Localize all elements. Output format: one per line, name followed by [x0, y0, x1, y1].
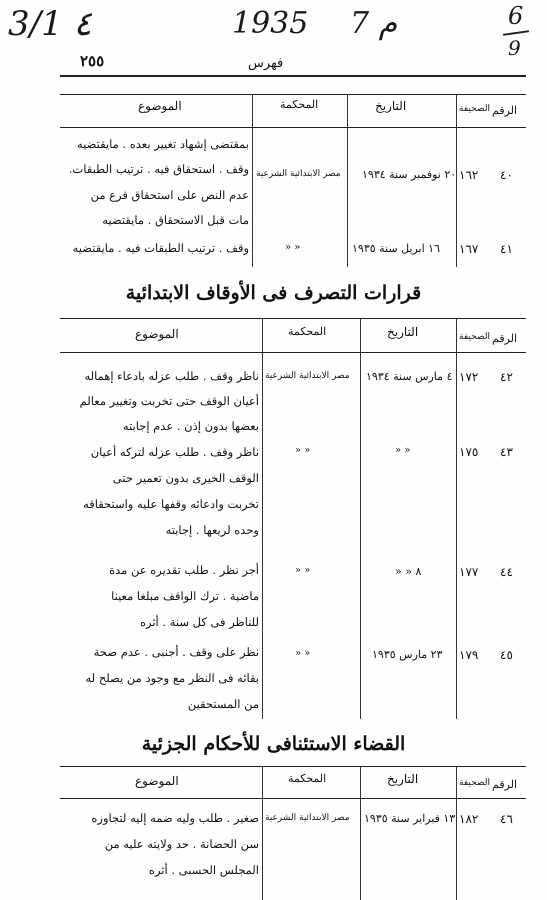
page-number: ٢٥٥: [80, 52, 105, 70]
subject-line: ناظر وقف . طلب عزله بادعاء إهماله: [84, 369, 259, 383]
subject-line: تخربت وادعائه وقفها عليه واستحقاقه: [83, 497, 259, 511]
handwritten-fraction-bottom: 9: [508, 36, 521, 60]
column-divider: [456, 767, 457, 900]
court-ditto: « «: [295, 648, 311, 659]
page-reference: ١٧٧: [459, 565, 479, 579]
entry-number: ٤٤: [500, 565, 513, 579]
header-tarikh: التاريخ: [387, 325, 419, 339]
column-divider: [456, 319, 457, 719]
column-divider: [262, 767, 263, 900]
date-day-ditto: ٨ « «: [395, 565, 422, 578]
subject-line: للناظر فى كل سنة . أثره: [139, 615, 259, 629]
subject-line: عدم النص على استحقاق فرع من: [90, 188, 249, 202]
handwritten-year: 1935: [232, 6, 309, 41]
court-name: مصر الابتدائية الشرعية: [265, 371, 350, 381]
subject-line: بمقتضى إشهاد تغيير بعده . مايقتضيه: [77, 137, 249, 151]
entry-number: ٤٥: [500, 648, 513, 662]
subject-line: صغير . طلب وليه ضمه إليه لتجاوزه: [91, 811, 259, 825]
column-divider: [360, 767, 361, 900]
court-ditto: « «: [295, 445, 311, 456]
subject-line: وقف . استحقاق فيه . ترتيب الطبقات.: [68, 162, 249, 176]
entry-date: ٤ مارس سنة ١٩٣٤: [366, 370, 453, 383]
handwritten-left-mark: 3/1 ٤: [8, 4, 92, 44]
header-safha: الصحيفة: [459, 332, 490, 342]
subject-line: من المستحقين: [187, 697, 259, 711]
header-safha: الصحيفة: [459, 778, 490, 788]
section-title-appellate: القضاء الاستئنافى للأحكام الجزئية: [141, 733, 406, 755]
court-name: مصر الابتدائية الشرعية: [256, 169, 341, 179]
column-divider: [360, 319, 361, 719]
subject-line: نظر على وقف . أجنبى . عدم صحة: [93, 645, 259, 659]
subject-line: الوقف الخيرى بدون تعمير حتى: [112, 471, 259, 485]
top-rule: [60, 75, 526, 77]
header-raqam: الرقم: [492, 332, 518, 345]
entry-number: ٤٦: [500, 812, 513, 826]
page-reference: ١٧٥: [459, 445, 479, 459]
page-reference: ١٦٢: [459, 168, 479, 182]
header-mahkama: المحكمة: [288, 325, 327, 338]
page-reference: ١٨٢: [459, 812, 479, 826]
header-mawdu: الموضوع: [135, 774, 179, 788]
header-raqam: الرقم: [492, 778, 518, 791]
court-ditto: « «: [295, 565, 311, 576]
entry-number: ٤١: [500, 242, 513, 256]
court-ditto: « «: [285, 242, 301, 253]
header-safha: الصحيفة: [459, 104, 490, 114]
subject-line: بعضها بدون إذن . عدم إجابته: [122, 419, 259, 433]
entry-number: ٤٣: [500, 445, 513, 459]
entry-number: ٤٠: [500, 168, 513, 182]
header-mahkama: المحكمة: [280, 98, 319, 111]
header-tarikh: التاريخ: [387, 772, 419, 786]
entry-date: ١٣ فبراير سنة ١٩٣٥: [364, 812, 456, 825]
column-divider: [252, 95, 253, 267]
handwritten-mid-mark: م 7: [350, 6, 398, 41]
subject-line: مات قبل الاستحقاق . مايقتضيه: [102, 213, 249, 227]
subject-line: وقف . ترتيب الطبقات فيه . مايقتضيه: [72, 241, 249, 255]
page-reference: ١٧٢: [459, 370, 479, 384]
handwritten-fraction-bar: [503, 30, 529, 36]
column-divider: [262, 319, 263, 719]
header-raqam: الرقم: [492, 104, 518, 117]
subject-line: المجلس الحسبى . أثره: [148, 863, 259, 877]
entry-number: ٤٢: [500, 370, 513, 384]
handwritten-fraction-top: 6: [508, 2, 524, 30]
subject-line: أجر نظر . طلب تقديره عن مدة: [109, 563, 259, 577]
subject-line: بقائه فى النظر مع وجود من يصلح له: [85, 671, 259, 685]
subject-line: أعيان الوقف حتى تخربت وتغيير معالم: [79, 394, 259, 408]
subject-line: وحده لريعها . إجابته: [165, 523, 259, 537]
entry-date: ١٦ ابريل سنة ١٩٣٥: [352, 242, 440, 255]
court-name: مصر الابتدائية الشرعية: [265, 813, 350, 823]
column-divider: [456, 95, 457, 267]
subject-line: سن الحضانة . حد ولايته عليه من: [104, 837, 259, 851]
page-reference: ١٦٧: [459, 242, 479, 256]
header-tarikh: التاريخ: [375, 99, 407, 113]
subject-line: ماضية . ترك الواقف مبلغا معينا: [111, 589, 259, 603]
header-mahkama: المحكمة: [288, 772, 327, 785]
header-mawdu: الموضوع: [135, 327, 179, 341]
date-ditto: « «: [395, 445, 411, 456]
column-divider: [347, 95, 348, 267]
entry-date: ٢٠ نوفمبر سنة ١٩٣٤: [362, 168, 457, 181]
page-title: فهرس: [248, 56, 284, 71]
subject-line: ناظر وقف . طلب عزله لتركه أعيان: [90, 445, 259, 459]
page-reference: ١٧٩: [459, 648, 479, 662]
entry-date: ٢٣ مارس ١٩٣٥: [372, 648, 443, 661]
header-mawdu: الموضوع: [138, 99, 182, 113]
section-title-awqaf: قرارات التصرف فى الأوقاف الابتدائية: [125, 282, 422, 304]
